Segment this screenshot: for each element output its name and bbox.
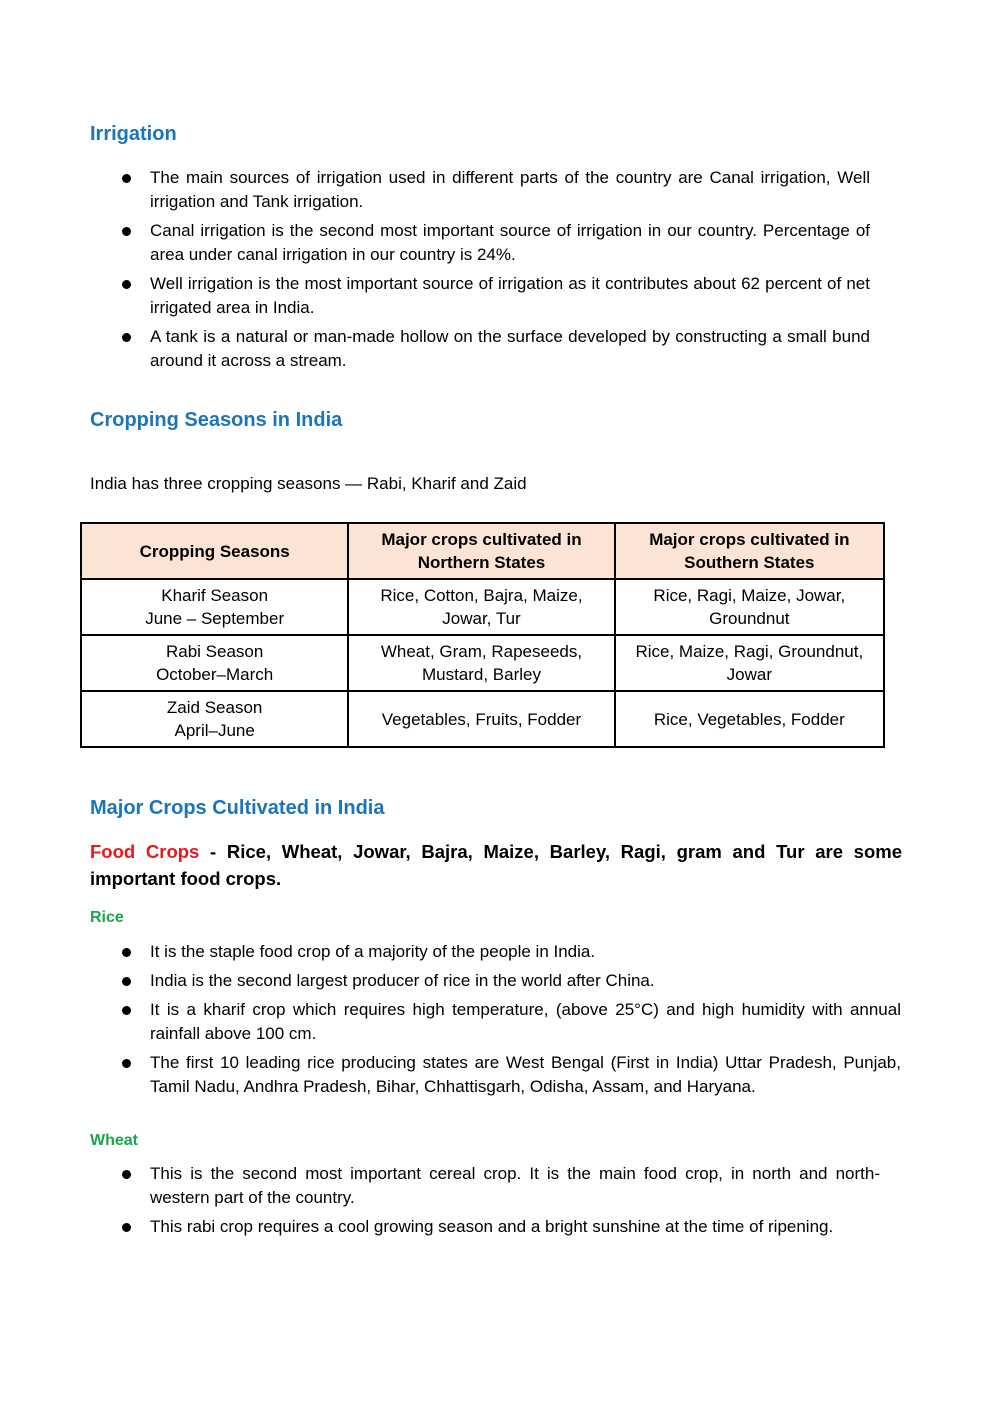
list-item: It is a kharif crop which requires high temperature, (above 25°C) and high humidity with annual rainfall above 100 cm. xyxy=(120,998,901,1046)
table-cell: Zaid Season April–June xyxy=(81,691,348,747)
bullet-icon xyxy=(122,227,131,236)
bullet-icon xyxy=(122,280,131,289)
food-crops-label: Food Crops xyxy=(90,841,200,862)
list-item: This is the second most important cereal crop. It is the main food crop, in north and north-western part of the country. xyxy=(120,1162,880,1210)
rice-bullet-list xyxy=(120,940,901,1104)
bullet-icon xyxy=(122,174,131,183)
table-header-row xyxy=(81,523,884,579)
major-crops-heading: Major Crops Cultivated in India xyxy=(90,797,385,819)
table-row xyxy=(81,579,884,635)
bullet-icon xyxy=(122,1170,131,1179)
list-item: Well irrigation is the most important source of irrigation as it contributes about 62 percent of net irrigated area in India. xyxy=(120,272,870,320)
cropping-seasons-intro: India has three cropping seasons — Rabi, Kharif and Zaid xyxy=(90,474,527,493)
list-item: India is the second largest producer of rice in the world after China. xyxy=(120,969,901,993)
list-item: It is the staple food crop of a majority of the people in India. xyxy=(120,940,901,964)
table-row xyxy=(81,691,884,747)
bullet-icon xyxy=(122,1223,131,1232)
bullet-icon xyxy=(122,1059,131,1068)
wheat-bullet-list xyxy=(120,1162,880,1244)
list-item: Canal irrigation is the second most important source of irrigation in our country. Percentage of area under canal irrigation in our country is 24%. xyxy=(120,219,870,267)
list-item: This rabi crop requires a cool growing season and a bright sunshine at the time of ripening. xyxy=(120,1215,880,1239)
bullet-icon xyxy=(122,333,131,342)
table-cell: Kharif Season June – September xyxy=(81,579,348,635)
table-header-cell: Major crops cultivated in Southern States xyxy=(615,523,884,579)
table-header-cell: Major crops cultivated in Northern States xyxy=(348,523,614,579)
table-header-cell: Cropping Seasons xyxy=(81,523,348,579)
rice-heading: Rice xyxy=(90,909,124,926)
table-cell: Rice, Ragi, Maize, Jowar, Groundnut xyxy=(615,579,884,635)
bullet-icon xyxy=(122,977,131,986)
wheat-heading: Wheat xyxy=(90,1132,138,1149)
table-cell: Rice, Cotton, Bajra, Maize, Jowar, Tur xyxy=(348,579,614,635)
bullet-icon xyxy=(122,1006,131,1015)
table-cell: Rice, Maize, Ragi, Groundnut, Jowar xyxy=(615,635,884,691)
table-row xyxy=(81,635,884,691)
irrigation-heading: Irrigation xyxy=(90,123,177,145)
bullet-icon xyxy=(122,948,131,957)
cropping-seasons-heading: Cropping Seasons in India xyxy=(90,409,343,431)
food-crops-text: - Rice, Wheat, Jowar, Bajra, Maize, Barley, Ragi, gram and Tur are some important food crops. xyxy=(90,841,902,889)
list-item: The main sources of irrigation used in different parts of the country are Canal irrigation, Well irrigation and Tank irrigation. xyxy=(120,166,870,214)
table-cell: Rabi Season October–March xyxy=(81,635,348,691)
table-cell: Rice, Vegetables, Fodder xyxy=(615,691,884,747)
irrigation-bullet-list xyxy=(120,166,870,378)
list-item: The first 10 leading rice producing states are West Bengal (First in India) Uttar Pradesh, Punjab, Tamil Nadu, Andhra Pradesh, Bihar, Chhattisgarh, Odisha, Assam, and Haryana. xyxy=(120,1051,901,1099)
table-cell: Vegetables, Fruits, Fodder xyxy=(348,691,614,747)
list-item: A tank is a natural or man-made hollow on the surface developed by constructing a small bund around it across a stream. xyxy=(120,325,870,373)
cropping-seasons-table xyxy=(80,522,885,748)
food-crops-paragraph xyxy=(90,838,902,892)
table-cell: Wheat, Gram, Rapeseeds, Mustard, Barley xyxy=(348,635,614,691)
